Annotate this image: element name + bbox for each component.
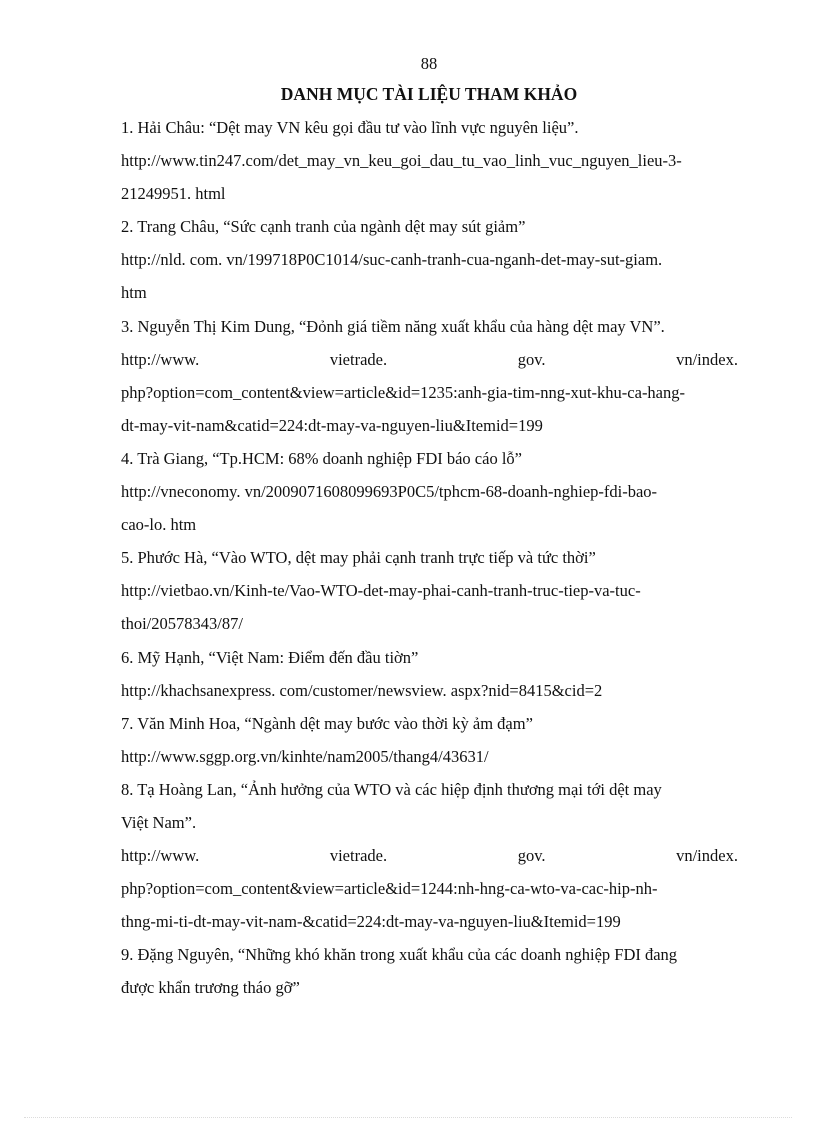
reference-line: 9. Đặng Nguyên, “Những khó khăn trong xuất khẩu của các doanh nghiệp FDI đang: [121, 945, 678, 965]
reference-line: http://vneconomy. vn/2009071608099693P0C5/tphcm-68-doanh-nghiep-fdi-bao-: [121, 482, 658, 502]
url-segment: gov.: [517, 349, 546, 369]
reference-line: 6. Mỹ Hạnh, “Việt Nam: Điểm đến đầu tiờn”: [121, 647, 419, 667]
url-segment: vietrade.: [329, 846, 388, 866]
reference-item: [121, 310, 738, 442]
reference-item: [121, 641, 738, 707]
reference-item: [121, 773, 738, 938]
url-segment: vietrade.: [329, 349, 388, 369]
reference-url-line: [121, 839, 738, 872]
reference-line: dt-may-vit-nam&catid=224:dt-may-va-nguyen-liu&Itemid=199: [121, 415, 543, 435]
reference-line: php?option=com_content&view=article&id=1244:nh-hng-ca-wto-va-cac-hip-nh-: [121, 879, 658, 899]
url-segment: vn/index.: [676, 846, 738, 866]
page-title: DANH MỤC TÀI LIỆU THAM KHẢO: [280, 84, 578, 104]
reference-line: 5. Phước Hà, “Vào WTO, dệt may phải cạnh tranh trực tiếp và tức thời”: [121, 548, 596, 568]
page-number: 88: [420, 54, 438, 73]
reference-line: được khẩn trương tháo gỡ”: [121, 978, 300, 998]
url-segment: vn/index.: [676, 349, 738, 369]
reference-url-line: [121, 343, 738, 376]
reference-line: http://www.tin247.com/det_may_vn_keu_goi_dau_tu_vao_linh_vuc_nguyen_lieu-3-: [121, 151, 682, 171]
url-segment: http://www.: [121, 846, 200, 866]
url-segment: http://www.: [121, 349, 200, 369]
reference-line: 1. Hải Châu: “Dệt may VN kêu gọi đầu tư vào lĩnh vực nguyên liệu”.: [121, 118, 579, 137]
reference-item: [121, 111, 738, 210]
reference-line: 21249951. html: [121, 184, 226, 204]
reference-line: thoi/20578343/87/: [121, 614, 243, 634]
reference-line: http://khachsanexpress. com/customer/newsview. aspx?nid=8415&cid=2: [121, 680, 603, 700]
reference-line: thng-mi-ti-dt-may-vit-nam-&catid=224:dt-may-va-nguyen-liu&Itemid=199: [121, 912, 621, 932]
reference-list: [121, 111, 738, 1005]
reference-line: 4. Trà Giang, “Tp.HCM: 68% doanh nghiệp FDI báo cáo lỗ”: [121, 448, 522, 468]
reference-line: 3. Nguyễn Thị Kim Dung, “Đỏnh giá tiềm năng xuất khẩu của hàng dệt may VN”.: [121, 316, 665, 336]
reference-item: [121, 938, 738, 1004]
reference-line: Việt Nam”.: [121, 812, 197, 832]
footer-divider: [24, 1117, 792, 1118]
url-segment: gov.: [517, 846, 546, 866]
reference-line: php?option=com_content&view=article&id=1235:anh-gia-tim-nng-xut-khu-ca-hang-: [121, 382, 686, 402]
reference-item: [121, 210, 738, 309]
reference-item: [121, 707, 738, 773]
reference-line: http://www.sggp.org.vn/kinhte/nam2005/thang4/43631/: [121, 746, 489, 766]
reference-line: http://nld. com. vn/199718P0C1014/suc-canh-tranh-cua-nganh-det-may-sut-giam.: [121, 250, 663, 270]
reference-item: [121, 541, 738, 640]
reference-line: cao-lo. htm: [121, 515, 197, 535]
reference-line: http://vietbao.vn/Kinh-te/Vao-WTO-det-may-phai-canh-tranh-truc-tiep-va-tuc-: [121, 581, 641, 601]
reference-line: htm: [121, 283, 147, 303]
reference-line: 8. Tạ Hoàng Lan, “Ảnh hưởng của WTO và các hiệp định thương mại tới dệt may: [121, 779, 662, 799]
reference-line: 2. Trang Châu, “Sức cạnh tranh của ngành dệt may sút giảm”: [121, 217, 526, 237]
reference-item: [121, 442, 738, 541]
reference-line: 7. Văn Minh Hoa, “Ngành dệt may bước vào thời kỳ ảm đạm”: [121, 713, 533, 733]
